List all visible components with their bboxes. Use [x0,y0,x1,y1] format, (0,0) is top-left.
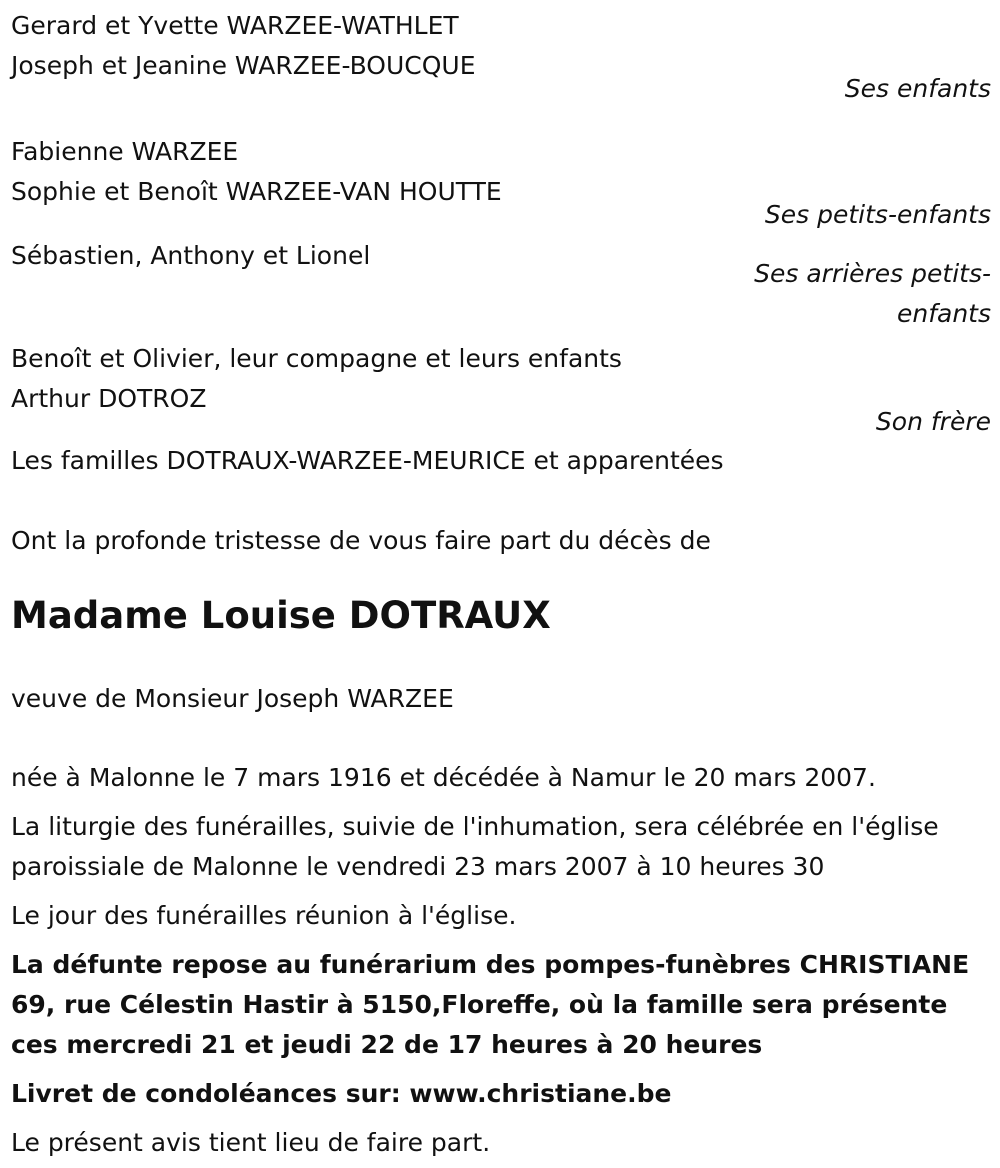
relation-label: Son frère [875,407,991,436]
obituary-notice [11,6,991,1163]
intro-text: Ont la profonde tristesse de vous faire part du décès de [11,526,711,555]
family-line: Sophie et Benoît WARZEE-VAN HOUTTE [11,177,502,206]
deceased-name: Madame Louise DOTRAUX [11,594,551,637]
meeting-text: Le jour des funérailles réunion à l'église. [11,901,517,930]
families-line: Les familles DOTRAUX-WARZEE-MEURICE et apparentées [11,446,724,475]
children-group [11,6,991,109]
condolences-text: Livret de condoléances sur: www.christiane.be [11,1079,672,1108]
liturgy-text: La liturgie des funérailles, suivie de l'inhumation, sera célébrée en l'église paroissiale de Malonne le vendredi 23 mars 2007 à 10 heures 30 [11,812,939,881]
relation-label: Ses arrières petits-enfants [754,259,991,328]
grandchildren-group [11,132,991,235]
widow-of-text: veuve de Monsieur Joseph WARZEE [11,684,454,713]
family-line: Sébastien, Anthony et Lionel [11,241,371,270]
family-line: Benoît et Olivier, leur compagne et leurs enfants [11,344,622,373]
funerarium-text: La défunte repose au funérarium des pompes-funèbres CHRISTIANE 69, rue Célestin Hastir à 5150,Floreffe, où la famille sera présente ces mercredi 21 et jeudi 22 de 17 heures à 20 heures [11,950,970,1059]
relation-label: Ses petits-enfants [764,200,991,229]
relation-label: Ses enfants [844,74,991,103]
family-line: Arthur DOTROZ [11,384,207,413]
family-line: Gerard et Yvette WARZEE-WATHLET [11,11,459,40]
brother-group [11,339,991,442]
family-line: Joseph et Jeanine WARZEE-BOUCQUE [11,51,476,80]
family-line: Fabienne WARZEE [11,137,239,166]
birth-death-text: née à Malonne le 7 mars 1916 et décédée à Namur le 20 mars 2007. [11,763,876,792]
closing-text: Le présent avis tient lieu de faire part. [11,1128,491,1157]
great-grandchildren-group [11,236,991,334]
